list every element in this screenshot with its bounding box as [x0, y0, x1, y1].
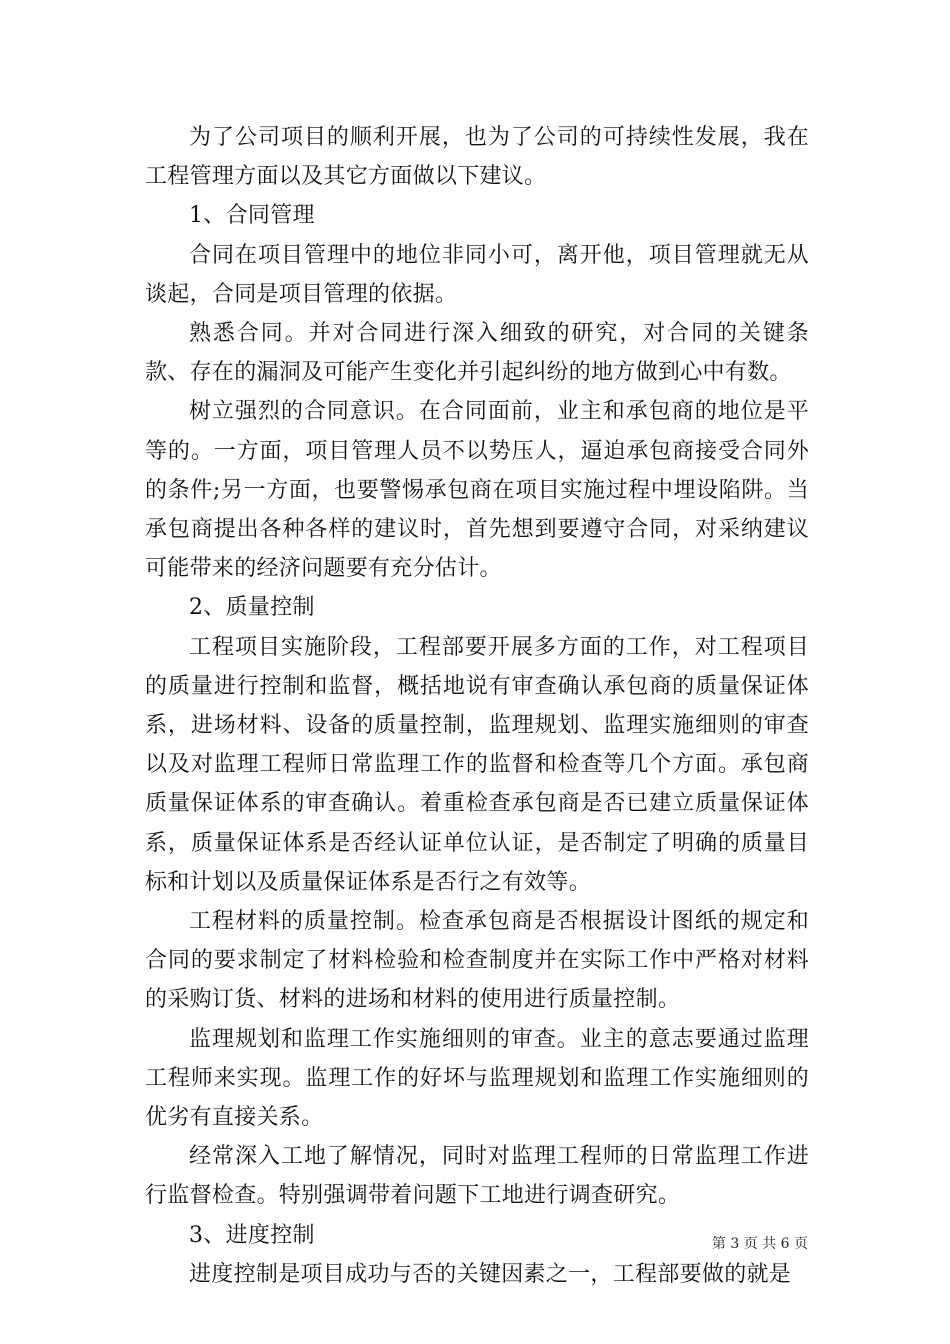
paragraph: 为了公司项目的顺利开展，也为了公司的可持续性发展，我在工程管理方面以及其它方面做以下建议。 [145, 125, 809, 190]
section-heading-contract: 1、合同管理 [189, 203, 315, 229]
paragraph: 工程项目实施阶段，工程部要开展多方面的工作，对工程项目的质量进行控制和监督，概括地说有审查确认承包商的质量保证体系，进场材料、设备的质量控制，监理规划、监理实施细则的审查以及对监理工程师日常监理工作的监督和检查等几个方面。承包商质量保证体系的审查确认。着重检查承包商是否已建立质量保证体系，质量保证体系是否经认证单位认证，是否制定了明确的质量目标和计划以及质量保证体系是否行之有效等。 [145, 634, 809, 895]
paragraph: 合同在项目管理中的地位非同小可，离开他，项目管理就无从谈起，合同是项目管理的依据。 [145, 242, 809, 307]
document-body [145, 118, 809, 1294]
section-heading-quality: 2、质量控制 [189, 595, 315, 621]
paragraph: 树立强烈的合同意识。在合同面前，业主和承包商的地位是平等的。一方面，项目管理人员不以势压人，逼迫承包商接受合同外的条件;另一方面，也要警惕承包商在项目实施过程中埋设陷阱。当承包商提出各种各样的建议时，首先想到要遵守合同，对采纳建议可能带来的经济问题要有充分估计。 [145, 399, 809, 582]
paragraph: 熟悉合同。并对合同进行深入细致的研究，对合同的关键条款、存在的漏洞及可能产生变化并引起纠纷的地方做到心中有数。 [145, 321, 809, 386]
page-number-footer: 第 3 页 共 6 页 [711, 1236, 808, 1252]
section-heading-schedule: 3、进度控制 [189, 1222, 315, 1248]
paragraph: 监理规划和监理工作实施细则的审查。业主的意志要通过监理工程师来实现。监理工作的好坏与监理规划和监理工作实施细则的优劣有直接关系。 [145, 1026, 809, 1131]
paragraph: 经常深入工地了解情况，同时对监理工程师的日常监理工作进行监督检查。特别强调带着问题下工地进行调查研究。 [145, 1144, 809, 1209]
paragraph: 进度控制是项目成功与否的关键因素之一，工程部要做的就是 [189, 1261, 792, 1287]
paragraph: 工程材料的质量控制。检查承包商是否根据设计图纸的规定和合同的要求制定了材料检验和检查制度并在实际工作中严格对材料的采购订货、材料的进场和材料的使用进行质量控制。 [145, 909, 809, 1013]
